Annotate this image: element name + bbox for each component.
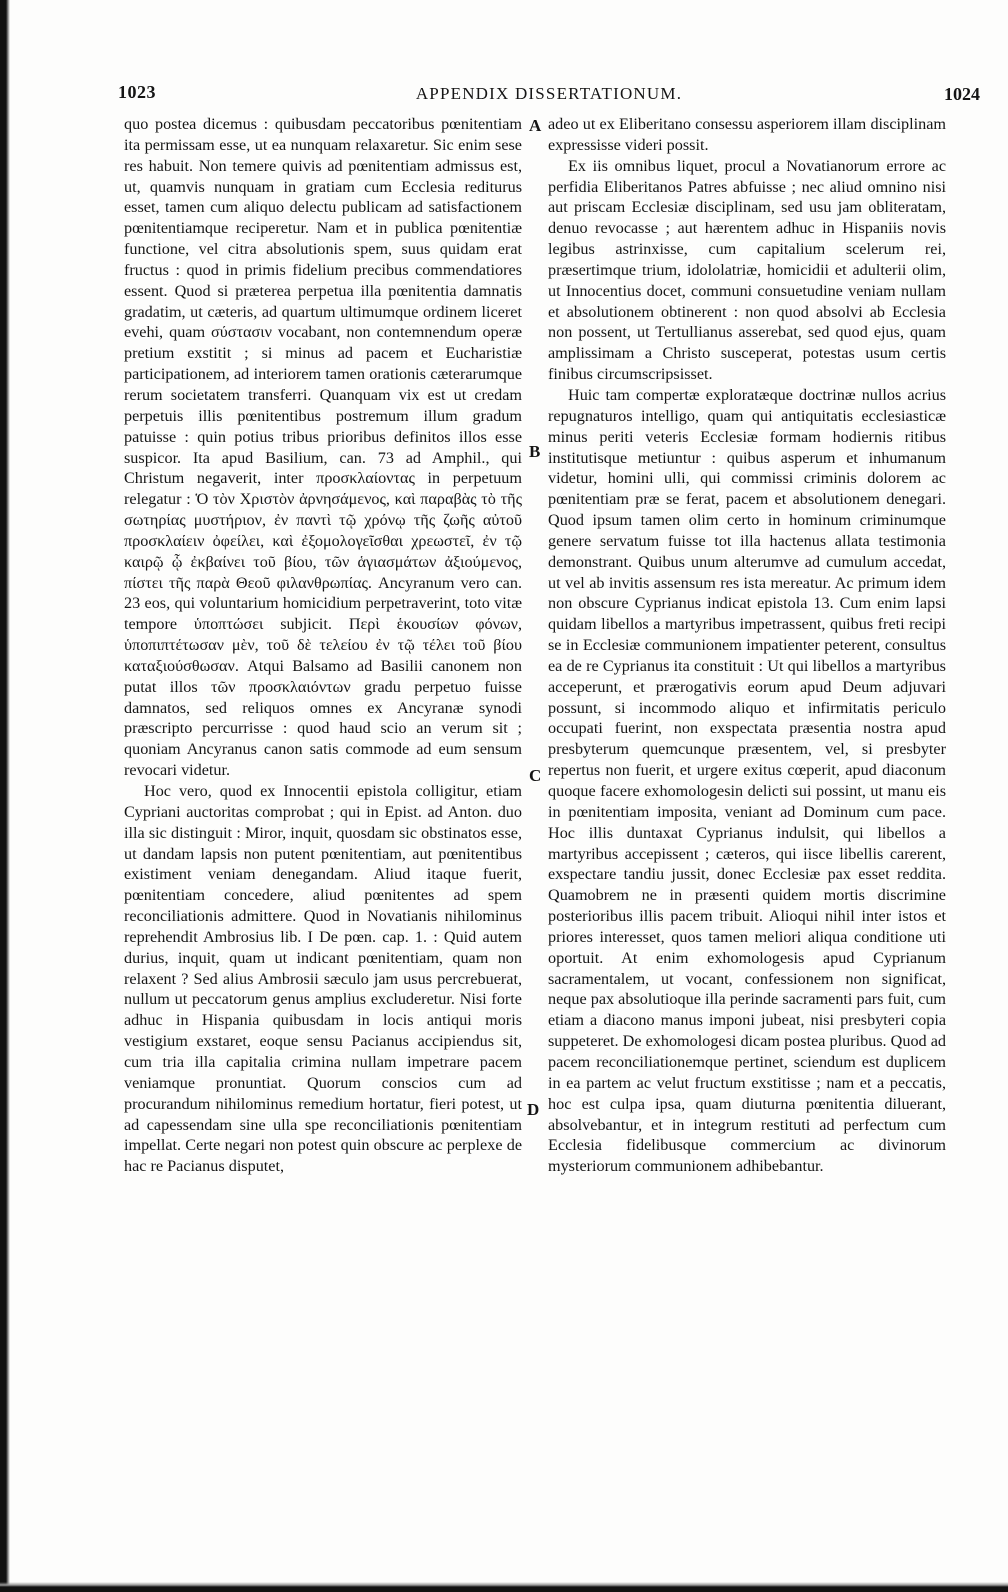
scan-edge-bottom <box>0 1582 1008 1592</box>
section-marker-d: D <box>527 1100 540 1119</box>
right-paragraph-2: Ex iis omnibus liquet, procul a Novatianorum errore ac perfidia Eliberitanos Patres abfuisse ; nec aliud omnino nisi aut priscam Ecclesiæ disciplinam, sed usu jam obliteratam, denuo revocasse ; aut hærentem adhuc in Hispaniis novis legibus astrinxisse, cum capitalium scelerum rei, præsertimque trium, idololatriæ, homicidii et adulterii olim, ut Innocentius docet, communi consuetudine veniam nullam et absolutionem obtinerent : non quod absolvi ab Ecclesia non possent, ut Tertullianus asserebat, sed quod ejus, quam amplissimam a Christo susceperat, potestas usum certis finibus circumscripsisset. <box>548 156 946 384</box>
scan-edge-left <box>0 0 10 1592</box>
left-page-number: 1023 <box>118 82 156 102</box>
left-paragraph-2: Hoc vero, quod ex Innocentii epistola colligitur, etiam Cypriani auctoritas comprobat ; qui in Epist. ad Anton. duo illa sic distinguit : Miror, inquit, quosdam sic obstinatos esse, ut dandam lapsis non putent pœnitentiam, aut pœnitentibus existiment veniam denegandam. Aliud itaque fuerit, pœnitentiam concedere, aliud pœnitentes ad spem reconciliationis admittere. Quod in Novatianis nihilominus reprehendit Ambrosius lib. I De pœn. cap. 1. : Quid autem durius, inquit, quam ut indicant pœnitentiam, quam non relaxent ? Sed alius Ambrosii sæculo jam usus percrebuerat, nullum ut peccatorum genus amplius excluderetur. Nisi forte adhuc in Hispania quibusdam in locis antiqui moris vestigium exstaret, eoque sensu Pacianus accipiendus sit, cum tria illa capitalia crimina nullam impetrare pacem veniamque pronuntiat. Quorum conscios cum ad procurandum nihilominus remedium hortatur, fieri potest, ut ad capessendam sine ulla spe reconciliationis pœnitentiam impellat. Certe negari non potest quin obscure ac perplexe de hac re Pacianus disputet, <box>124 782 522 1176</box>
page-header <box>118 82 980 110</box>
left-paragraph-1: quo postea dicemus : quibusdam peccatoribus pœnitentiam ita permissam esse, ut ea nunquam relaxaretur. Sic enim sese res habuit. Non temere quivis ad pœnitentiam admissus est, ut, quamvis nunquam in gratiam cum Ecclesia rediturus esset, tamen cum aliquo delectu publicam ad satisfactionem pœnitentiamque reciperetur. Nam et in publica pœnitentiæ functione, vel citra absolutionis spem, suus quidam erat fructus : quod in primis fidelium precibus commendatiores essent. Quod si præterea perpetua illa pœnitentia damnatis gradatim, ut cæteris, ad quartum ultimumque ordinem liceret evehi, quam σύστασιν vocabant, non contemnendum operæ pretium exstitit ; si minus ad pacem et Eucharistiæ participationem, ad interiorem tamen orationis cæterarumque rerum societatem transferri. Quanquam vix est ut credam perpetuis illis pœnitentibus postremum illum gradum patuisse : quin potius tribus prioribus definitos illos esse suspicor. Ita apud Basilium, can. 73 ad Amphil., qui Christum negaverit, inter προσκλαίοντας in perpetuum relegatur : Ὁ τὸν Χριστὸν ἀρνησάμενος, καὶ παραβὰς τὸ τῆς σωτηρίας μυστήριον, ἐν παντὶ τῷ χρόνῳ τῆς ζωῆς αὐτοῦ προσκλαίειν ὀφείλει, καὶ ἐξομολογεῖσθαι χρεωστεῖ, ἐν τῷ καιρῷ ᾧ ἐκβαίνει τοῦ βίου, τῶν ἁγιασμάτων ἀξιούμενος, πίστει τῆς παρὰ Θεοῦ φιλανθρωπίας. Ancyranum vero can. 23 eos, qui voluntarium homicidium perpetraverint, toto vitæ tempore ὑποπτώσει subjicit. Περὶ ἑκουσίων φόνων, ὑποπιπτέτωσαν μὲν, τοῦ δὲ τελείου ἐν τῷ τέλει τοῦ βίου καταξιούσθωσαν. Atqui Balsamo ad Basilii canonem non putat illos τῶν προσκλαιόντων gradu perpetuo fuisse damnatos, sed reliquos omnes ex Ancyranæ synodi præscripto percurrisse : quod haud scio an verum sit ; quoniam Ancyranus canon satis commode ad eum sensum revocari videtur. <box>124 115 522 780</box>
right-page-number: 1024 <box>944 84 980 104</box>
right-paragraph-3: Huic tam compertæ exploratæque doctrinæ nullos acrius repugnaturos intelligo, quam qui antiquitatis ecclesiasticæ minus periti veteris Ecclesiæ formam hodiernis ritibus institutisque metiuntur : quibus asperum et inhumanum videtur, homini ulli, qui commissi criminis dolorem ac pœnitentiam præ se ferat, pacem et absolutionem denegari. Quod ipsum tamen olim certo in hominum criminumque genere servatum fuisse tot illa hactenus allata testimonia demonstrant. Quibus unum alterumve ad cumulum accedat, ut vel ab invitis assensum res ista mereatur. Ac primum idem non obscure Cyprianus indicat epistola 13. Cum enim lapsi quidam libellos a martyribus impetrassent, quibus freti recipi se in Ecclesiæ communionem impatienter peterent, consultus ea de re Cyprianus ita constituit : Ut qui libellos a martyribus acceperunt, et prærogativis eorum apud Deum adjuvari possunt, si incommodo aliquo et infirmitatis periculo occupati fuerint, non exspectata præsentia nostra apud presbyterum quemcunque præsentem, vel, si presbyter repertus non fuerit, et urgere exitus cœperit, apud diaconum quoque facere exhomologesin delicti sui possint, ut manu eis in pœnitentiam imposita, veniant ad Dominum cum pace. Hoc illis duntaxat Cyprianus indulsit, qui libellos a martyribus accepissent ; cæteros, qui iisce libellis carerent, exspectare tandiu jussit, donec Ecclesiæ pax esset reddita. Quamobrem ne in præsenti quidem mortis discrimine posterioribus illis pacem tribuit. Alioqui nihil inter istos et priores interesset, quos tamen meliori aliqua conditione uti oportuit. At enim exhomologesis apud Cyprianum sacramentalem, ut vocant, confessionem non significat, neque pax absolutioque illa perinde sacramenti pars fuit, cum etiam a diacono manus imponi jubeat, nisi presbyteri copia suppeteret. De exhomologesi dicam postea pluribus. Quod ad pacem reconciliationemque pertinet, sciendum est duplicem in ea partem ac velut fructum exstitisse ; nam et a peccatis, hoc est culpa ipsa, quam diuturna pœnitentia diluerant, absolvebantur, et in integrum restituti ad perfectum cum Ecclesia fidelibusque commercium ac divinorum mysteriorum communionem adhibebantur. <box>548 385 946 1176</box>
running-head: APPENDIX DISSERTATIONUM. <box>415 84 683 103</box>
right-paragraph-1: adeo ut ex Eliberitano consessu asperiorem illam disciplinam expressisse videri possit. <box>548 115 946 154</box>
right-column <box>548 114 946 1177</box>
left-column <box>124 114 522 1177</box>
section-marker-c: C <box>529 766 542 785</box>
section-marker-a: A <box>529 116 542 135</box>
section-marker-b: B <box>529 442 541 461</box>
